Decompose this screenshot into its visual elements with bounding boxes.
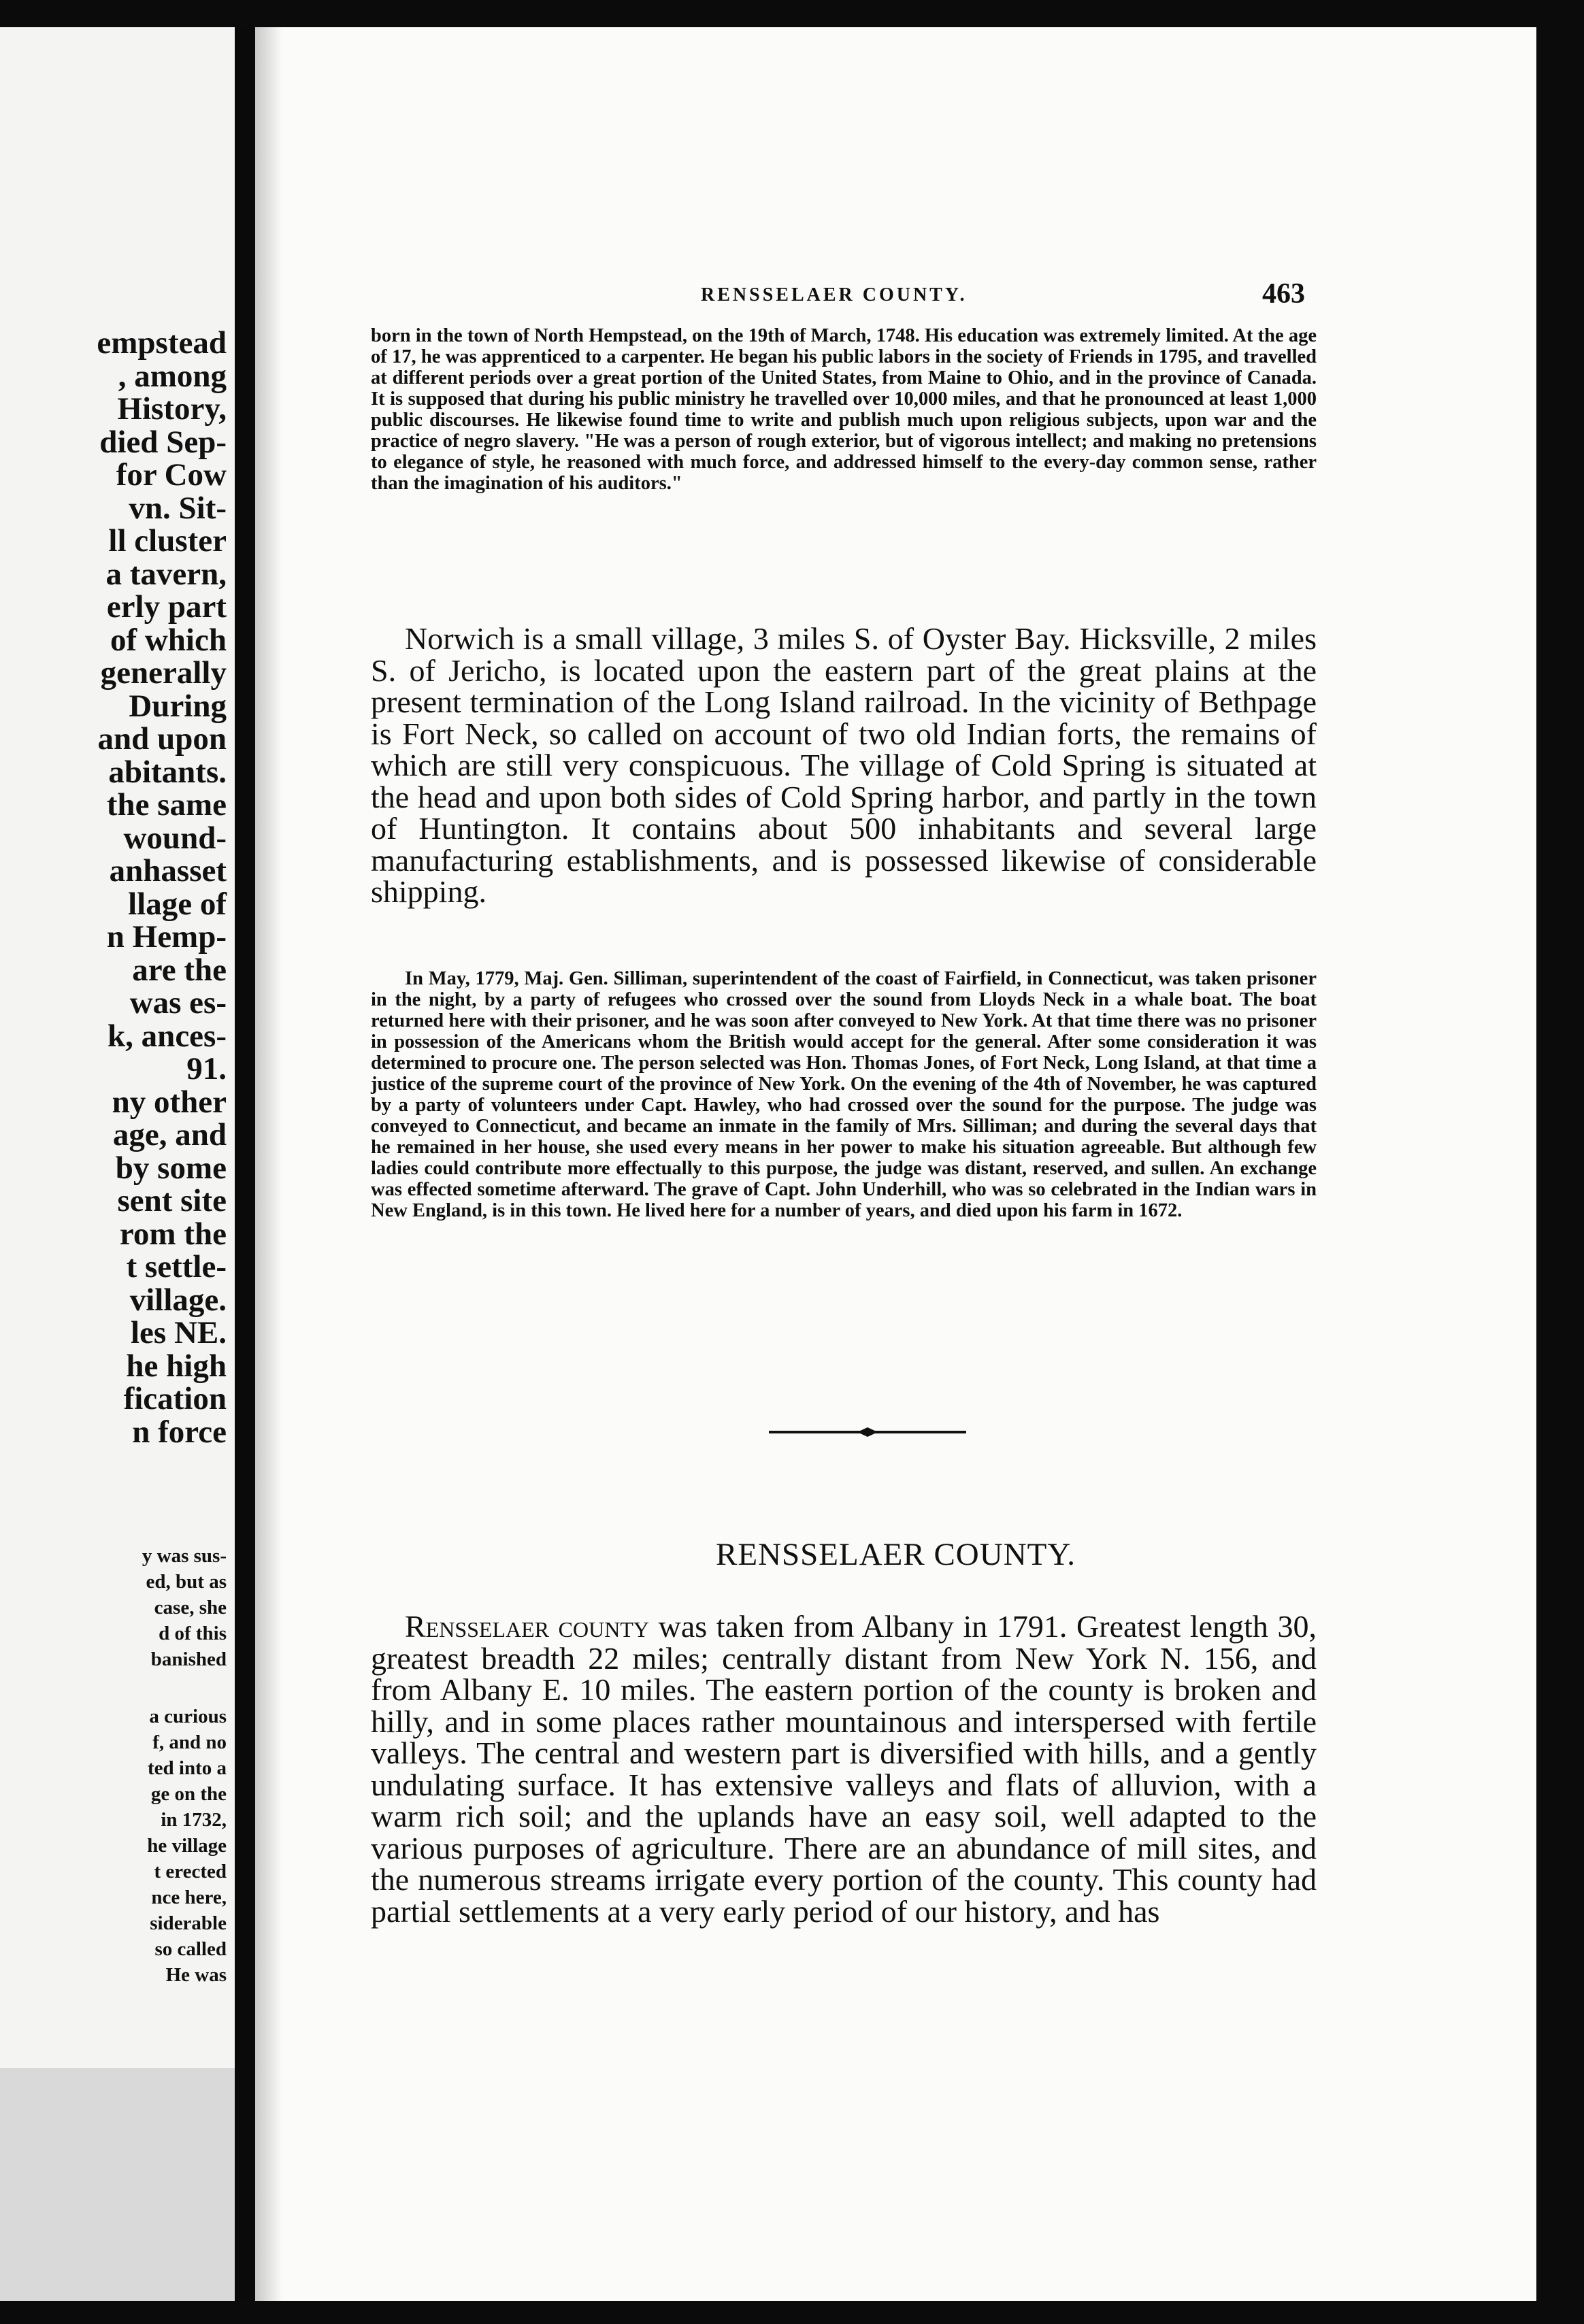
left-page-line: k, ances-: [108, 1018, 227, 1054]
left-page-line: les NE.: [131, 1315, 227, 1350]
left-facing-page: [0, 27, 235, 2068]
left-page-footnotes: [0, 1543, 227, 1988]
left-page-line: and upon: [97, 721, 227, 757]
left-page-line: vn. Sit-: [129, 490, 227, 526]
scan-border-top: [0, 0, 1584, 27]
left-page-line: village.: [129, 1282, 227, 1318]
left-page-line: llage of: [128, 886, 227, 922]
left-footnote-line: a curious: [149, 1706, 227, 1727]
book-gutter: [235, 27, 255, 2301]
left-page-line: t settle-: [126, 1249, 227, 1284]
left-page-line: died Sep-: [99, 424, 227, 460]
left-page-line: empstead: [97, 325, 227, 361]
left-page-line: rom the: [119, 1216, 227, 1252]
left-footnote-line: ed, but as: [146, 1571, 227, 1593]
left-footnote-line: siderable: [150, 1912, 227, 1934]
left-page-line: are the: [132, 952, 227, 988]
page-number: 463: [1262, 278, 1305, 310]
left-page-line: age, and: [112, 1117, 227, 1152]
left-page-line: the same: [106, 787, 227, 823]
footnote-top: [371, 325, 1317, 494]
scan-border-bottom: [0, 2301, 1584, 2324]
left-page-line: of which: [110, 622, 227, 658]
left-footnote-line: ted into a: [148, 1757, 227, 1779]
left-page-line: erly part: [106, 589, 227, 625]
left-page-line: During: [129, 688, 227, 724]
footnote-silliman-text: In May, 1779, Maj. Gen. Silliman, superintendent of the coast of Fairfield, in Connecticut, was taken prisoner in the night, by a party of refugees who crossed over the sound from Lloyds Neck in a whale boat. The boat returned here with their prisoner, and he was soon after conveyed to New York. At that time there was no prisoner in possession of the Americans whom the British would accept for the general. After some consideration it was determined to procure one. The person selected was Hon. Thomas Jones, of Fort Neck, Long Island, at that time a justice of the supreme court of the province of New York. On the evening of the 4th of November, he was captured by a party of volunteers under Capt. Hawley, who had crossed over the sound for the purpose. The judge was conveyed to Connecticut, and became an inmate in the family of Mrs. Silliman; and during the several days that he remained in her house, she used every means in her power to make his situation agreeable. But although few ladies could contribute more effectually to this purpose, the judge was distant, reserved, and sullen. An exchange was effected sometime afterward. The grave of Capt. John Underhill, who was so celebrated in the Indian wars in New England, is in this town. He lived here for a number of years, and died upon his farm in 1672.: [371, 968, 1317, 1221]
left-footnote-line: he village: [147, 1835, 227, 1857]
left-page-line: a tavern,: [105, 556, 227, 592]
paragraph-rensselaer-lead: Rensselaer county: [405, 1609, 649, 1644]
paragraph-norwich-text: Norwich is a small village, 3 miles S. of Oyster Bay. Hicksville, 2 miles S. of Jericho, is located upon the eastern part of the great plains at the present termination of the Long Island railroad. In the vicinity of Bethpage is Fort Neck, so called on account of two old Indian forts, the remains of which are still very conspicuous. The village of Cold Spring is situated at the head and upon both sides of Cold Spring harbor, and partly in the town of Huntington. It contains about 500 inhabitants and several large manufacturing establishments, and is possessed likewise of considerable shipping.: [371, 621, 1317, 909]
left-page-line: generally: [100, 655, 227, 691]
left-page-line: 91.: [186, 1051, 227, 1086]
left-footnote-line: y was sus-: [142, 1545, 227, 1567]
left-page-line: ny other: [112, 1084, 227, 1120]
left-page-line: by some: [115, 1150, 227, 1186]
left-page-line: fication: [123, 1381, 227, 1416]
left-footnote-line: so called: [154, 1938, 227, 1960]
footnote-top-text: born in the town of North Hempstead, on the 19th of March, 1748. His education was extremely limited. At the age of 17, he was apprenticed to a carpenter. He began his public labors in the society of Friends in 1795, and travelled at different periods over a great portion of the United States, from Maine to Ohio, and in the province of Canada. It is supposed that during his public ministry he travelled over 10,000 miles, and that he pronounced at least 1,000 public discourses. He likewise found time to write and publish much upon religious subjects, upon war and the practice of negro slavery. "He was a person of rough exterior, but of vigorous intellect; and making no pretensions to elegance of style, he reasoned with much force, and addressed himself to the every-day common sense, rather than the imagination of his auditors.": [371, 325, 1317, 494]
left-footnote-line: He was: [165, 1964, 227, 1986]
left-page-line: History,: [117, 391, 227, 427]
left-footnote-line: d of this: [159, 1623, 227, 1644]
right-page: [255, 27, 1536, 2301]
left-page-line: , among: [118, 358, 227, 394]
left-page-line: was es-: [129, 985, 227, 1020]
footnote-silliman: [371, 968, 1317, 1221]
left-page-line: anhasset: [109, 853, 227, 889]
left-footnote-line: ge on the: [150, 1783, 227, 1805]
left-page-line: wound-: [123, 820, 227, 856]
left-footnote-line: nce here,: [151, 1887, 227, 1908]
scan-border-right: [1536, 0, 1584, 2324]
left-page-line: abitants.: [108, 754, 227, 790]
left-page-line: he high: [126, 1348, 227, 1384]
left-page-line: ll cluster: [108, 523, 227, 559]
left-page-line: for Cow: [116, 457, 227, 493]
left-page-line: sent site: [117, 1183, 227, 1218]
left-footnote-line: banished: [150, 1648, 227, 1670]
paragraph-rensselaer-text: was taken from Albany in 1791. Greatest length 30, greatest breadth 22 miles; centrally distant from New York N. 156, and from Albany E. 10 miles. The eastern portion of the county is broken and hilly, and in some places rather mountainous and interspersed with fertile valleys. The central and western part is diversified with hills, and a gently undulating surface. It has extensive valleys and flats of alluvion, with a warm rich soil; and the uplands have an easy soil, well adapted to the various purposes of agriculture. There are an abundance of mill sites, and the numerous streams irrigate every portion of the county. This county had partial settlements at a very early period of our history, and has: [371, 1609, 1317, 1929]
section-divider-ornament: [769, 1418, 966, 1446]
left-footnote-line: case, she: [154, 1597, 227, 1618]
left-footnote-line: in 1732,: [161, 1809, 227, 1831]
page-fold-shadow: [255, 27, 282, 2301]
left-page-line: n Hemp-: [106, 919, 227, 954]
left-footnote-line: t erected: [154, 1861, 227, 1882]
left-page-text: [0, 327, 227, 1448]
paragraph-norwich: [371, 623, 1317, 908]
section-heading: RENSSELAER COUNTY.: [716, 1537, 1076, 1572]
left-page-line: n force: [132, 1414, 227, 1450]
running-head: RENSSELAER COUNTY.: [701, 284, 968, 305]
left-footnote-line: f, and no: [152, 1731, 227, 1753]
paragraph-rensselaer: [371, 1611, 1317, 1927]
